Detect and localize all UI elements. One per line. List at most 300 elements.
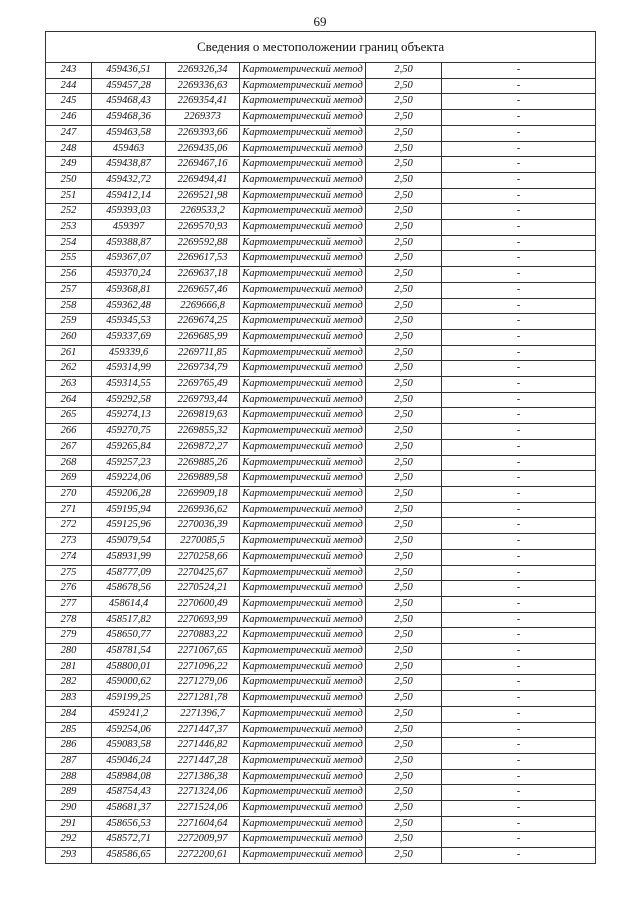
- point-number-cell: 263: [46, 377, 92, 393]
- y-coordinate-cell: 2270425,67: [166, 565, 240, 581]
- accuracy-cell: 2,50: [366, 785, 442, 801]
- description-cell: -: [442, 220, 596, 236]
- table-row: [46, 549, 596, 565]
- table-row: [46, 738, 596, 754]
- accuracy-cell: 2,50: [366, 753, 442, 769]
- x-coordinate-cell: 459254,06: [92, 722, 166, 738]
- y-coordinate-cell: 2271447,37: [166, 722, 240, 738]
- accuracy-cell: 2,50: [366, 63, 442, 79]
- y-coordinate-cell: 2269765,49: [166, 377, 240, 393]
- accuracy-cell: 2,50: [366, 188, 442, 204]
- method-cell: Картометрический метод: [240, 157, 366, 173]
- description-cell: -: [442, 188, 596, 204]
- method-cell: Картометрический метод: [240, 172, 366, 188]
- description-cell: -: [442, 267, 596, 283]
- method-cell: Картометрический метод: [240, 439, 366, 455]
- y-coordinate-cell: 2269793,44: [166, 392, 240, 408]
- point-number-cell: 286: [46, 738, 92, 754]
- x-coordinate-cell: 459046,24: [92, 753, 166, 769]
- accuracy-cell: 2,50: [366, 816, 442, 832]
- y-coordinate-cell: 2270085,5: [166, 534, 240, 550]
- description-cell: -: [442, 157, 596, 173]
- table-row: [46, 110, 596, 126]
- page-number: 69: [313, 14, 327, 29]
- y-coordinate-cell: 2269533,2: [166, 204, 240, 220]
- point-number-cell: 266: [46, 424, 92, 440]
- table-row: [46, 565, 596, 581]
- point-number-cell: 257: [46, 282, 92, 298]
- description-cell: -: [442, 110, 596, 126]
- point-number-cell: 276: [46, 581, 92, 597]
- y-coordinate-cell: 2269674,25: [166, 314, 240, 330]
- method-cell: Картометрический метод: [240, 251, 366, 267]
- method-cell: Картометрический метод: [240, 722, 366, 738]
- accuracy-cell: 2,50: [366, 251, 442, 267]
- method-cell: Картометрический метод: [240, 549, 366, 565]
- accuracy-cell: 2,50: [366, 691, 442, 707]
- table-row: [46, 267, 596, 283]
- description-cell: -: [442, 345, 596, 361]
- y-coordinate-cell: 2271281,78: [166, 691, 240, 707]
- accuracy-cell: 2,50: [366, 455, 442, 471]
- y-coordinate-cell: 2271396,7: [166, 706, 240, 722]
- method-cell: Картометрический метод: [240, 596, 366, 612]
- point-number-cell: 273: [46, 534, 92, 550]
- method-cell: Картометрический метод: [240, 345, 366, 361]
- point-number-cell: 289: [46, 785, 92, 801]
- point-number-cell: 259: [46, 314, 92, 330]
- y-coordinate-cell: 2271524,06: [166, 801, 240, 817]
- description-cell: -: [442, 801, 596, 817]
- x-coordinate-cell: 459000,62: [92, 675, 166, 691]
- point-number-cell: 274: [46, 549, 92, 565]
- accuracy-cell: 2,50: [366, 706, 442, 722]
- table-row: [46, 722, 596, 738]
- description-cell: -: [442, 314, 596, 330]
- method-cell: Картометрический метод: [240, 361, 366, 377]
- method-cell: Картометрический метод: [240, 675, 366, 691]
- method-cell: Картометрический метод: [240, 518, 366, 534]
- method-cell: Картометрический метод: [240, 204, 366, 220]
- x-coordinate-cell: 459314,55: [92, 377, 166, 393]
- y-coordinate-cell: 2271324,06: [166, 785, 240, 801]
- x-coordinate-cell: 459468,43: [92, 94, 166, 110]
- accuracy-cell: 2,50: [366, 204, 442, 220]
- table-row: [46, 785, 596, 801]
- accuracy-cell: 2,50: [366, 282, 442, 298]
- accuracy-cell: 2,50: [366, 534, 442, 550]
- point-number-cell: 284: [46, 706, 92, 722]
- description-cell: -: [442, 439, 596, 455]
- x-coordinate-cell: 459412,14: [92, 188, 166, 204]
- description-cell: -: [442, 816, 596, 832]
- method-cell: Картометрический метод: [240, 267, 366, 283]
- description-cell: -: [442, 298, 596, 314]
- x-coordinate-cell: 458678,56: [92, 581, 166, 597]
- point-number-cell: 293: [46, 848, 92, 864]
- y-coordinate-cell: 2271067,65: [166, 644, 240, 660]
- table-row: [46, 471, 596, 487]
- point-number-cell: 291: [46, 816, 92, 832]
- accuracy-cell: 2,50: [366, 722, 442, 738]
- method-cell: Картометрический метод: [240, 581, 366, 597]
- x-coordinate-cell: 459370,24: [92, 267, 166, 283]
- accuracy-cell: 2,50: [366, 157, 442, 173]
- y-coordinate-cell: 2272009,97: [166, 832, 240, 848]
- accuracy-cell: 2,50: [366, 298, 442, 314]
- table-row: [46, 361, 596, 377]
- x-coordinate-cell: 459388,87: [92, 235, 166, 251]
- accuracy-cell: 2,50: [366, 644, 442, 660]
- method-cell: Картометрический метод: [240, 408, 366, 424]
- method-cell: Картометрический метод: [240, 502, 366, 518]
- table-row: [46, 94, 596, 110]
- x-coordinate-cell: 459345,53: [92, 314, 166, 330]
- description-cell: -: [442, 722, 596, 738]
- description-cell: -: [442, 565, 596, 581]
- point-number-cell: 248: [46, 141, 92, 157]
- x-coordinate-cell: 459125,96: [92, 518, 166, 534]
- x-coordinate-cell: 459199,25: [92, 691, 166, 707]
- y-coordinate-cell: 2270883,22: [166, 628, 240, 644]
- accuracy-cell: 2,50: [366, 596, 442, 612]
- x-coordinate-cell: 459397: [92, 220, 166, 236]
- table-row: [46, 753, 596, 769]
- y-coordinate-cell: 2269734,79: [166, 361, 240, 377]
- y-coordinate-cell: 2269617,53: [166, 251, 240, 267]
- point-number-cell: 285: [46, 722, 92, 738]
- description-cell: -: [442, 502, 596, 518]
- description-cell: -: [442, 486, 596, 502]
- x-coordinate-cell: 459195,94: [92, 502, 166, 518]
- method-cell: Картометрический метод: [240, 377, 366, 393]
- table-row: [46, 329, 596, 345]
- table-row: [46, 644, 596, 660]
- x-coordinate-cell: 459337,69: [92, 329, 166, 345]
- table-row: [46, 534, 596, 550]
- table-row: [46, 314, 596, 330]
- y-coordinate-cell: 2269336,63: [166, 78, 240, 94]
- table-row: [46, 596, 596, 612]
- x-coordinate-cell: 458984,08: [92, 769, 166, 785]
- x-coordinate-cell: 459241,2: [92, 706, 166, 722]
- accuracy-cell: 2,50: [366, 220, 442, 236]
- accuracy-cell: 2,50: [366, 392, 442, 408]
- table-title: Сведения о местоположении границ объекта: [46, 32, 596, 63]
- description-cell: -: [442, 455, 596, 471]
- description-cell: -: [442, 832, 596, 848]
- point-number-cell: 275: [46, 565, 92, 581]
- description-cell: -: [442, 204, 596, 220]
- method-cell: Картометрический метод: [240, 282, 366, 298]
- table-row: [46, 628, 596, 644]
- x-coordinate-cell: 459463,58: [92, 125, 166, 141]
- method-cell: Картометрический метод: [240, 298, 366, 314]
- description-cell: -: [442, 706, 596, 722]
- accuracy-cell: 2,50: [366, 486, 442, 502]
- accuracy-cell: 2,50: [366, 361, 442, 377]
- x-coordinate-cell: 458614,4: [92, 596, 166, 612]
- method-cell: Картометрический метод: [240, 848, 366, 864]
- point-number-cell: 255: [46, 251, 92, 267]
- y-coordinate-cell: 2269666,8: [166, 298, 240, 314]
- table-row: [46, 706, 596, 722]
- table-row: [46, 816, 596, 832]
- description-cell: -: [442, 282, 596, 298]
- accuracy-cell: 2,50: [366, 345, 442, 361]
- accuracy-cell: 2,50: [366, 235, 442, 251]
- description-cell: -: [442, 644, 596, 660]
- y-coordinate-cell: 2270693,99: [166, 612, 240, 628]
- point-number-cell: 290: [46, 801, 92, 817]
- method-cell: Картометрический метод: [240, 220, 366, 236]
- table-row: [46, 612, 596, 628]
- table-row: [46, 486, 596, 502]
- description-cell: -: [442, 769, 596, 785]
- method-cell: Картометрический метод: [240, 832, 366, 848]
- method-cell: Картометрический метод: [240, 141, 366, 157]
- accuracy-cell: 2,50: [366, 471, 442, 487]
- x-coordinate-cell: 459339,6: [92, 345, 166, 361]
- table-row: [46, 204, 596, 220]
- y-coordinate-cell: 2269711,85: [166, 345, 240, 361]
- x-coordinate-cell: 459393,03: [92, 204, 166, 220]
- table-row: [46, 848, 596, 864]
- table-row: [46, 172, 596, 188]
- x-coordinate-cell: 459224,06: [92, 471, 166, 487]
- description-cell: -: [442, 94, 596, 110]
- table-row: [46, 377, 596, 393]
- y-coordinate-cell: 2270524,21: [166, 581, 240, 597]
- method-cell: Картометрический метод: [240, 565, 366, 581]
- point-number-cell: 280: [46, 644, 92, 660]
- y-coordinate-cell: 2271096,22: [166, 659, 240, 675]
- x-coordinate-cell: 459206,28: [92, 486, 166, 502]
- description-cell: -: [442, 141, 596, 157]
- description-cell: -: [442, 63, 596, 79]
- boundary-coordinates-table: [45, 31, 596, 864]
- accuracy-cell: 2,50: [366, 675, 442, 691]
- point-number-cell: 283: [46, 691, 92, 707]
- method-cell: Картометрический метод: [240, 691, 366, 707]
- point-number-cell: 246: [46, 110, 92, 126]
- point-number-cell: 251: [46, 188, 92, 204]
- description-cell: -: [442, 628, 596, 644]
- point-number-cell: 252: [46, 204, 92, 220]
- point-number-cell: 287: [46, 753, 92, 769]
- y-coordinate-cell: 2269592,88: [166, 235, 240, 251]
- y-coordinate-cell: 2269872,27: [166, 439, 240, 455]
- point-number-cell: 282: [46, 675, 92, 691]
- description-cell: -: [442, 848, 596, 864]
- accuracy-cell: 2,50: [366, 581, 442, 597]
- description-cell: -: [442, 78, 596, 94]
- y-coordinate-cell: 2269435,06: [166, 141, 240, 157]
- table-row: [46, 125, 596, 141]
- method-cell: Картометрический метод: [240, 486, 366, 502]
- accuracy-cell: 2,50: [366, 377, 442, 393]
- accuracy-cell: 2,50: [366, 612, 442, 628]
- point-number-cell: 262: [46, 361, 92, 377]
- accuracy-cell: 2,50: [366, 439, 442, 455]
- accuracy-cell: 2,50: [366, 94, 442, 110]
- accuracy-cell: 2,50: [366, 424, 442, 440]
- table-row: [46, 502, 596, 518]
- method-cell: Картометрический метод: [240, 706, 366, 722]
- table-row: [46, 392, 596, 408]
- method-cell: Картометрический метод: [240, 78, 366, 94]
- description-cell: -: [442, 408, 596, 424]
- table-row: [46, 832, 596, 848]
- point-number-cell: 268: [46, 455, 92, 471]
- method-cell: Картометрический метод: [240, 235, 366, 251]
- description-cell: -: [442, 549, 596, 565]
- table-row: [46, 141, 596, 157]
- table-row: [46, 675, 596, 691]
- accuracy-cell: 2,50: [366, 565, 442, 581]
- y-coordinate-cell: 2270258,66: [166, 549, 240, 565]
- description-cell: -: [442, 377, 596, 393]
- method-cell: Картометрический метод: [240, 738, 366, 754]
- method-cell: Картометрический метод: [240, 801, 366, 817]
- point-number-cell: 292: [46, 832, 92, 848]
- point-number-cell: 247: [46, 125, 92, 141]
- y-coordinate-cell: 2269657,46: [166, 282, 240, 298]
- x-coordinate-cell: 459362,48: [92, 298, 166, 314]
- description-cell: -: [442, 235, 596, 251]
- method-cell: Картометрический метод: [240, 628, 366, 644]
- description-cell: -: [442, 785, 596, 801]
- x-coordinate-cell: 459292,58: [92, 392, 166, 408]
- method-cell: Картометрический метод: [240, 424, 366, 440]
- x-coordinate-cell: 458931,99: [92, 549, 166, 565]
- y-coordinate-cell: 2269855,32: [166, 424, 240, 440]
- y-coordinate-cell: 2269909,18: [166, 486, 240, 502]
- method-cell: Картометрический метод: [240, 329, 366, 345]
- method-cell: Картометрический метод: [240, 769, 366, 785]
- method-cell: Картометрический метод: [240, 110, 366, 126]
- point-number-cell: 288: [46, 769, 92, 785]
- point-number-cell: 243: [46, 63, 92, 79]
- x-coordinate-cell: 459432,72: [92, 172, 166, 188]
- point-number-cell: 254: [46, 235, 92, 251]
- table-row: [46, 439, 596, 455]
- x-coordinate-cell: 458754,43: [92, 785, 166, 801]
- table-row: [46, 157, 596, 173]
- accuracy-cell: 2,50: [366, 267, 442, 283]
- y-coordinate-cell: 2269936,62: [166, 502, 240, 518]
- table-row: [46, 63, 596, 79]
- description-cell: -: [442, 659, 596, 675]
- y-coordinate-cell: 2272200,61: [166, 848, 240, 864]
- x-coordinate-cell: 458517,82: [92, 612, 166, 628]
- table-row: [46, 424, 596, 440]
- description-cell: -: [442, 753, 596, 769]
- y-coordinate-cell: 2270036,39: [166, 518, 240, 534]
- accuracy-cell: 2,50: [366, 518, 442, 534]
- table-row: [46, 659, 596, 675]
- point-number-cell: 270: [46, 486, 92, 502]
- table-row: [46, 220, 596, 236]
- table-row: [46, 769, 596, 785]
- accuracy-cell: 2,50: [366, 801, 442, 817]
- x-coordinate-cell: 458681,37: [92, 801, 166, 817]
- y-coordinate-cell: 2271279,06: [166, 675, 240, 691]
- y-coordinate-cell: 2269326,34: [166, 63, 240, 79]
- y-coordinate-cell: 2271386,38: [166, 769, 240, 785]
- x-coordinate-cell: 459274,13: [92, 408, 166, 424]
- point-number-cell: 249: [46, 157, 92, 173]
- accuracy-cell: 2,50: [366, 502, 442, 518]
- method-cell: Картометрический метод: [240, 785, 366, 801]
- x-coordinate-cell: 459083,58: [92, 738, 166, 754]
- description-cell: -: [442, 596, 596, 612]
- method-cell: Картометрический метод: [240, 188, 366, 204]
- y-coordinate-cell: 2269354,41: [166, 94, 240, 110]
- table-row: [46, 408, 596, 424]
- accuracy-cell: 2,50: [366, 659, 442, 675]
- description-cell: -: [442, 518, 596, 534]
- y-coordinate-cell: 2269393,66: [166, 125, 240, 141]
- y-coordinate-cell: 2271447,28: [166, 753, 240, 769]
- x-coordinate-cell: 459079,54: [92, 534, 166, 550]
- description-cell: -: [442, 125, 596, 141]
- method-cell: Картометрический метод: [240, 659, 366, 675]
- x-coordinate-cell: 459457,28: [92, 78, 166, 94]
- accuracy-cell: 2,50: [366, 125, 442, 141]
- method-cell: Картометрический метод: [240, 125, 366, 141]
- point-number-cell: 269: [46, 471, 92, 487]
- point-number-cell: 272: [46, 518, 92, 534]
- point-number-cell: 265: [46, 408, 92, 424]
- x-coordinate-cell: 459265,84: [92, 439, 166, 455]
- accuracy-cell: 2,50: [366, 408, 442, 424]
- point-number-cell: 260: [46, 329, 92, 345]
- description-cell: -: [442, 172, 596, 188]
- y-coordinate-cell: 2269637,18: [166, 267, 240, 283]
- point-number-cell: 271: [46, 502, 92, 518]
- x-coordinate-cell: 459367,07: [92, 251, 166, 267]
- table-row: [46, 282, 596, 298]
- table-row: [46, 188, 596, 204]
- y-coordinate-cell: 2269819,63: [166, 408, 240, 424]
- accuracy-cell: 2,50: [366, 329, 442, 345]
- x-coordinate-cell: 459468,36: [92, 110, 166, 126]
- x-coordinate-cell: 459270,75: [92, 424, 166, 440]
- y-coordinate-cell: 2269373: [166, 110, 240, 126]
- description-cell: -: [442, 251, 596, 267]
- x-coordinate-cell: 458572,71: [92, 832, 166, 848]
- table-row: [46, 235, 596, 251]
- point-number-cell: 267: [46, 439, 92, 455]
- y-coordinate-cell: 2269885,26: [166, 455, 240, 471]
- description-cell: -: [442, 581, 596, 597]
- x-coordinate-cell: 458777,09: [92, 565, 166, 581]
- method-cell: Картометрический метод: [240, 753, 366, 769]
- point-number-cell: 258: [46, 298, 92, 314]
- description-cell: -: [442, 691, 596, 707]
- method-cell: Картометрический метод: [240, 392, 366, 408]
- description-cell: -: [442, 612, 596, 628]
- x-coordinate-cell: 459368,81: [92, 282, 166, 298]
- x-coordinate-cell: 458781,54: [92, 644, 166, 660]
- y-coordinate-cell: 2269467,16: [166, 157, 240, 173]
- table-row: [46, 518, 596, 534]
- y-coordinate-cell: 2271446,82: [166, 738, 240, 754]
- method-cell: Картометрический метод: [240, 94, 366, 110]
- point-number-cell: 279: [46, 628, 92, 644]
- y-coordinate-cell: 2269889,58: [166, 471, 240, 487]
